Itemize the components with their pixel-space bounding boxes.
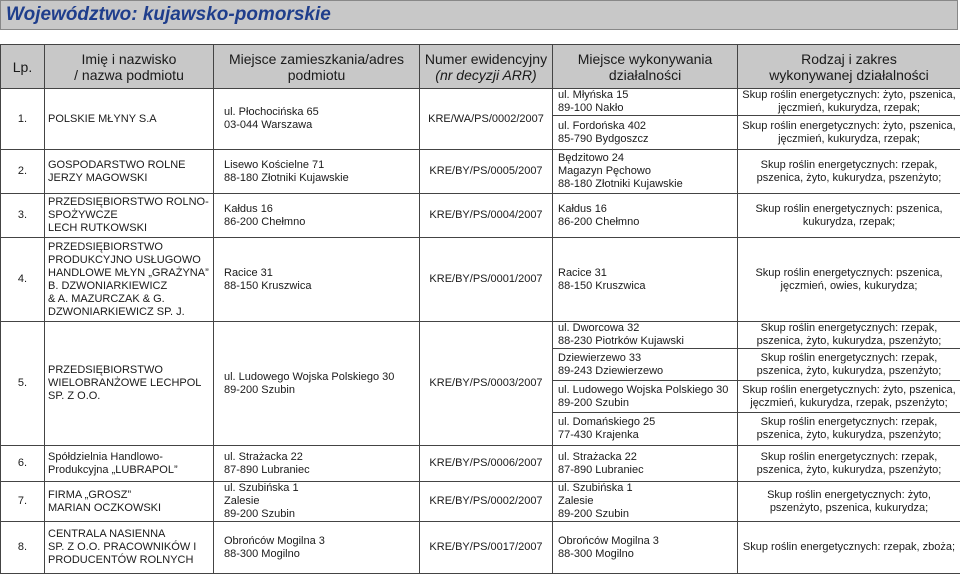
cell-address: ul. Płochocińska 65 03-044 Warszawa — [214, 89, 420, 150]
table-row — [1, 238, 960, 322]
cell-name: CENTRALA NASIENNA SP. Z O.O. PRACOWNIKÓW I PRODUCENTÓW ROLNYCH — [45, 522, 214, 574]
cell-name: PRZEDSIĘBIORSTWO WIELOBRANŻOWE LECHPOL SP. Z O.O. — [45, 322, 214, 446]
cell-scope: Skup roślin energetycznych: rzepak, pszenica, żyto, kukurydza, pszenżyto; — [738, 322, 960, 349]
cell-number: KRE/BY/PS/0001/2007 — [420, 238, 553, 322]
cell-lp: 1. — [1, 89, 45, 150]
cell-scope: Skup roślin energetycznych: żyto, pszenica, jęczmień, kukurydza, rzepak, pszenżyto; — [738, 381, 960, 413]
cell-scope: Skup roślin energetycznych: pszenica, jęczmień, owies, kukurydza; — [738, 238, 960, 322]
cell-name: PRZEDSIĘBIORSTWO ROLNO- SPOŻYWCZE LECH RUTKOWSKI — [45, 194, 214, 238]
table-row — [1, 150, 960, 194]
table-row — [1, 522, 960, 574]
cell-scope: Skup roślin energetycznych: rzepak, pszenica, żyto, kukurydza, pszenżyto; — [738, 413, 960, 446]
col-header-lp: Lp. — [1, 45, 45, 89]
cell-scope: Skup roślin energetycznych: rzepak, zboża; — [738, 522, 960, 574]
cell-name: POLSKIE MŁYNY S.A — [45, 89, 214, 150]
col-header-number: Numer ewidencyjny (nr decyzji ARR) — [420, 45, 553, 89]
cell-lp: 6. — [1, 446, 45, 482]
cell-place: Będzitowo 24 Magazyn Pęchowo 88-180 Złotniki Kujawskie — [553, 150, 738, 194]
col-header-scope: Rodzaj i zakres wykonywanej działalności — [738, 45, 960, 89]
cell-place: ul. Strażacka 22 87-890 Lubraniec — [553, 446, 738, 482]
cell-place: ul. Szubińska 1 Zalesie 89-200 Szubin — [553, 482, 738, 522]
cell-scope: Skup roślin energetycznych: pszenica, kukurydza, rzepak; — [738, 194, 960, 238]
col-header-name: Imię i nazwisko / nazwa podmiotu — [45, 45, 214, 89]
region-title: Województwo: kujawsko-pomorskie — [0, 0, 958, 30]
table-row — [1, 89, 960, 116]
cell-scope: Skup roślin energetycznych: rzepak, pszenica, żyto, kukurydza, pszenżyto; — [738, 150, 960, 194]
table-row — [1, 194, 960, 238]
cell-lp: 4. — [1, 238, 45, 322]
table-row — [1, 322, 960, 349]
header-row — [1, 45, 960, 89]
cell-place: ul. Młyńska 15 89-100 Nakło — [553, 89, 738, 116]
cell-lp: 5. — [1, 322, 45, 446]
cell-place: Obrońców Mogilna 3 88-300 Mogilno — [553, 522, 738, 574]
cell-lp: 7. — [1, 482, 45, 522]
cell-address: ul. Strażacka 22 87-890 Lubraniec — [214, 446, 420, 482]
cell-number: KRE/WA/PS/0002/2007 — [420, 89, 553, 150]
table-body — [1, 89, 960, 574]
cell-address: ul. Szubińska 1 Zalesie 89-200 Szubin — [214, 482, 420, 522]
col-header-place: Miejsce wykonywania działalności — [553, 45, 738, 89]
cell-address: Racice 31 88-150 Kruszwica — [214, 238, 420, 322]
cell-lp: 3. — [1, 194, 45, 238]
table-row — [1, 446, 960, 482]
cell-lp: 2. — [1, 150, 45, 194]
cell-place: ul. Ludowego Wojska Polskiego 30 89-200 Szubin — [553, 381, 738, 413]
cell-number: KRE/BY/PS/0004/2007 — [420, 194, 553, 238]
cell-address: Kałdus 16 86-200 Chełmno — [214, 194, 420, 238]
cell-place: Racice 31 88-150 Kruszwica — [553, 238, 738, 322]
cell-name: Spółdzielnia Handlowo- Produkcyjna „LUBRAPOL” — [45, 446, 214, 482]
cell-lp: 8. — [1, 522, 45, 574]
cell-place: ul. Domańskiego 25 77-430 Krajenka — [553, 413, 738, 446]
cell-place: Kałdus 16 86-200 Chełmno — [553, 194, 738, 238]
registry-table — [0, 44, 960, 574]
cell-number: KRE/BY/PS/0002/2007 — [420, 482, 553, 522]
cell-name: GOSPODARSTWO ROLNE JERZY MAGOWSKI — [45, 150, 214, 194]
cell-scope: Skup roślin energetycznych: rzepak, pszenica, żyto, kukurydza, pszenżyto; — [738, 349, 960, 381]
cell-number: KRE/BY/PS/0006/2007 — [420, 446, 553, 482]
cell-number: KRE/BY/PS/0017/2007 — [420, 522, 553, 574]
cell-name: PRZEDSIĘBIORSTWO PRODUKCYJNO USŁUGOWO HANDLOWE MŁYN „GRAŻYNA” B. DZWONIARKIEWICZ & A. MAZURCZAK & G. DZWONIARKIEWICZ SP. J. — [45, 238, 214, 322]
cell-address: ul. Ludowego Wojska Polskiego 30 89-200 Szubin — [214, 322, 420, 446]
cell-name: FIRMA „GROSZ” MARIAN OCZKOWSKI — [45, 482, 214, 522]
cell-address: Lisewo Kościelne 71 88-180 Złotniki Kujawskie — [214, 150, 420, 194]
cell-place: ul. Dworcowa 32 88-230 Piotrków Kujawski — [553, 322, 738, 349]
cell-place: ul. Fordońska 402 85-790 Bydgoszcz — [553, 116, 738, 150]
cell-number: KRE/BY/PS/0005/2007 — [420, 150, 553, 194]
cell-scope: Skup roślin energetycznych: żyto, pszenżyto, pszenica, kukurydza; — [738, 482, 960, 522]
cell-place: Dziewierzewo 33 89-243 Dziewierzewo — [553, 349, 738, 381]
cell-address: Obrońców Mogilna 3 88-300 Mogilno — [214, 522, 420, 574]
cell-scope: Skup roślin energetycznych: rzepak, pszenica, żyto, kukurydza, pszenżyto; — [738, 446, 960, 482]
cell-scope: Skup roślin energetycznych: żyto, pszenica, jęczmień, kukurydza, rzepak; — [738, 89, 960, 116]
col-header-address: Miejsce zamieszkania/adres podmiotu — [214, 45, 420, 89]
cell-number: KRE/BY/PS/0003/2007 — [420, 322, 553, 446]
table-row — [1, 482, 960, 522]
cell-scope: Skup roślin energetycznych: żyto, pszenica, jęczmień, kukurydza, rzepak; — [738, 116, 960, 150]
